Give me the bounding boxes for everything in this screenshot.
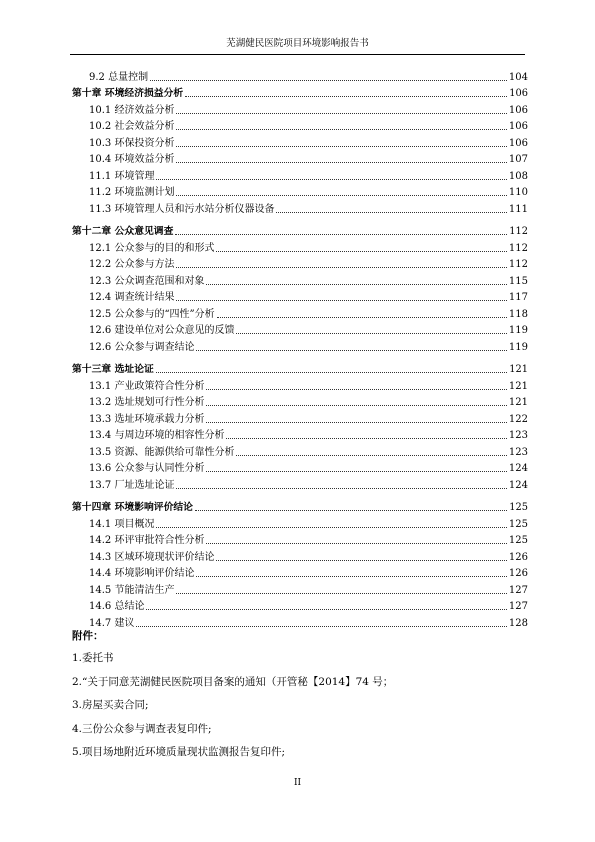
toc-entry-title: 13.2 选址规划可行性分析: [89, 397, 205, 408]
toc-dot-leader: [236, 333, 506, 334]
toc-entry-page: 123: [508, 446, 528, 458]
toc-section-entry[interactable]: [72, 199, 528, 216]
toc-section-entry[interactable]: [72, 271, 528, 288]
toc-entry-page: 107: [508, 154, 528, 165]
toc-section-entry[interactable]: [72, 514, 528, 531]
toc-section-entry[interactable]: [72, 475, 528, 492]
toc-entry-page: 128: [508, 617, 528, 629]
toc-entry-page: 112: [508, 242, 528, 254]
toc-entry-page: 127: [508, 601, 528, 612]
toc-entry-page: 110: [508, 187, 528, 198]
appendix-item: 5.项目场地附近环境质量现状监测报告复印件;: [72, 746, 286, 758]
toc-entry-title: 14.2 环评审批符合性分析: [89, 535, 205, 546]
toc-section-entry[interactable]: [72, 238, 528, 255]
toc-section-entry[interactable]: [72, 166, 528, 183]
toc-section-entry[interactable]: [72, 117, 528, 134]
toc-dot-leader: [217, 317, 507, 318]
toc-entry-title: 12.2 公众参与方法: [89, 259, 175, 270]
toc-entry-title: 13.5 资源、能源供给可靠性分析: [89, 446, 235, 458]
toc-entry-title: 第十三章 选址论证: [72, 364, 154, 375]
toc-section-entry[interactable]: [72, 442, 528, 459]
toc-entry-title: 12.6 建设单位对公众意见的反馈: [89, 325, 235, 336]
appendix-item: 2.“关于同意芜湖健民医院项目备案的通知（开管秘【2014】74 号；: [72, 675, 394, 688]
appendix-section: [72, 625, 528, 765]
toc-entry-title: 13.3 选址环境承载力分析: [89, 413, 205, 425]
toc-section-entry[interactable]: [72, 597, 528, 614]
toc-dot-leader: [156, 179, 506, 180]
toc-section-entry[interactable]: [72, 183, 528, 200]
toc-entry-page: 125: [508, 518, 528, 530]
toc-entry-page: 119: [508, 341, 528, 353]
toc-section-entry[interactable]: [72, 547, 528, 564]
appendix-item: 4.三份公众参与调查表复印件;: [72, 722, 212, 735]
toc-entry-title: 13.7 厂址选址论证: [89, 479, 175, 491]
toc-entry-title: 11.3 环境管理人员和污水站分析仪器设备: [89, 203, 275, 215]
toc-entry-page: 124: [508, 463, 528, 474]
toc-entry-title: 13.6 公众参与认同性分析: [89, 463, 205, 474]
toc-entry-page: 121: [509, 364, 528, 375]
toc-entry-title: 12.6 公众参与调查结论: [89, 341, 195, 353]
toc-dot-leader: [226, 438, 506, 439]
toc-dot-leader: [176, 195, 506, 196]
toc-entry-title: 11.1 环境管理: [89, 170, 155, 182]
toc-entry-page: 104: [508, 71, 528, 83]
toc-section-entry[interactable]: [72, 288, 528, 305]
toc-dot-leader: [216, 560, 506, 561]
toc-dot-leader: [176, 267, 506, 268]
toc-entry-title: 14.5 节能清洁生产: [89, 584, 175, 596]
toc-entry-page: 124: [508, 479, 528, 491]
toc-entry-page: 112: [509, 226, 528, 237]
toc-entry-page: 123: [508, 430, 528, 441]
toc-dot-leader: [206, 543, 506, 544]
toc-entry-page: 119: [508, 325, 528, 336]
toc-entry-title: 13.4 与周边环境的相容性分析: [89, 430, 225, 441]
toc-dot-leader: [176, 593, 506, 594]
toc-dot-leader: [156, 527, 506, 528]
toc-entry-page: 106: [508, 104, 528, 116]
toc-chapter-entry[interactable]: [72, 498, 528, 515]
appendix-title: 附件：: [72, 630, 104, 642]
toc-dot-leader: [176, 129, 506, 130]
toc-entry-title: 10.3 环保投资分析: [89, 137, 175, 149]
toc-dot-leader: [175, 234, 507, 235]
toc-section-entry[interactable]: [72, 67, 528, 84]
toc-entry-page: 127: [508, 584, 528, 596]
toc-entry-title: 14.6 总结论: [89, 601, 145, 612]
toc-section-entry[interactable]: [72, 531, 528, 548]
toc-dot-leader: [146, 609, 506, 610]
toc-chapter-entry[interactable]: [72, 222, 528, 239]
toc-section-entry[interactable]: [72, 409, 528, 426]
toc-entry-title: 10.4 环境效益分析: [89, 154, 175, 165]
toc-entry-page: 112: [508, 259, 528, 270]
toc-entry-title: 11.2 环境监测计划: [89, 187, 175, 198]
table-of-contents: [72, 67, 528, 630]
toc-entry-title: 第十二章 公众意见调查: [72, 226, 174, 237]
header-rule: [70, 54, 525, 55]
toc-dot-leader: [216, 251, 506, 252]
toc-chapter-entry[interactable]: [72, 360, 528, 377]
toc-section-entry[interactable]: [72, 133, 528, 150]
toc-entry-title: 10.2 社会效益分析: [89, 121, 175, 132]
toc-entry-title: 13.1 产业政策符合性分析: [89, 380, 205, 392]
toc-entry-title: 14.1 项目概况: [89, 518, 155, 530]
toc-entry-title: 14.3 区域环境现状评价结论: [89, 551, 215, 563]
toc-dot-leader: [196, 350, 506, 351]
toc-entry-page: 122: [508, 413, 528, 425]
toc-entry-title: 14.4 环境影响评价结论: [89, 568, 195, 579]
toc-entry-title: 9.2 总量控制: [89, 71, 149, 83]
toc-section-entry[interactable]: [72, 580, 528, 597]
toc-dot-leader: [176, 488, 506, 489]
toc-entry-page: 117: [508, 292, 528, 303]
toc-section-entry[interactable]: [72, 459, 528, 476]
toc-dot-leader: [176, 146, 506, 147]
toc-dot-leader: [176, 300, 506, 301]
toc-entry-title: 14.7 建议: [89, 617, 135, 629]
toc-entry-page: 125: [509, 502, 528, 513]
toc-entry-page: 126: [508, 568, 528, 579]
toc-dot-leader: [236, 455, 506, 456]
toc-section-entry[interactable]: [72, 150, 528, 167]
toc-entry-page: 121: [508, 397, 528, 408]
toc-entry-page: 106: [508, 121, 528, 132]
toc-dot-leader: [176, 162, 506, 163]
toc-entry-title: 12.4 调查统计结果: [89, 292, 175, 303]
toc-entry-title: 第十章 环境经济损益分析: [72, 88, 184, 99]
page-number: II: [293, 778, 302, 788]
toc-section-entry[interactable]: [72, 337, 528, 354]
toc-dot-leader: [206, 284, 506, 285]
toc-entry-title: 第十四章 环境影响评价结论: [72, 502, 193, 513]
toc-entry-title: 12.3 公众调查范围和对象: [89, 275, 205, 287]
toc-dot-leader: [185, 96, 507, 97]
toc-dot-leader: [206, 405, 506, 406]
toc-entry-page: 115: [508, 275, 528, 287]
toc-section-entry[interactable]: [72, 426, 528, 443]
toc-dot-leader: [156, 372, 508, 373]
toc-entry-page: 106: [508, 137, 528, 149]
toc-section-entry[interactable]: [72, 321, 528, 338]
toc-section-entry[interactable]: [72, 393, 528, 410]
toc-entry-page: 121: [508, 380, 528, 392]
toc-dot-leader: [196, 576, 506, 577]
toc-entry-title: 12.1 公众参与的目的和形式: [89, 242, 215, 254]
toc-section-entry[interactable]: [72, 100, 528, 117]
toc-section-entry[interactable]: [72, 304, 528, 321]
toc-dot-leader: [206, 422, 506, 423]
running-header: 芜湖健民医院项目环境影响报告书: [226, 38, 369, 49]
toc-entry-page: 108: [508, 170, 528, 182]
toc-dot-leader: [176, 113, 506, 114]
toc-dot-leader: [206, 389, 506, 390]
toc-section-entry[interactable]: [72, 564, 528, 581]
appendix-item: 3.房屋买卖合同;: [72, 699, 149, 711]
toc-dot-leader: [276, 212, 506, 213]
toc-entry-title: 10.1 经济效益分析: [89, 104, 175, 116]
toc-entry-page: 126: [508, 551, 528, 563]
toc-entry-title: 12.5 公众参与的“四性”分析: [89, 308, 215, 320]
toc-entry-page: 111: [508, 203, 528, 215]
toc-dot-leader: [206, 471, 506, 472]
toc-entry-page: 106: [509, 88, 528, 99]
toc-entry-page: 125: [508, 535, 528, 546]
appendix-item: 1.委托书: [72, 652, 114, 664]
toc-section-entry[interactable]: [72, 376, 528, 393]
toc-entry-page: 118: [508, 308, 528, 320]
toc-dot-leader: [195, 510, 507, 511]
toc-chapter-entry[interactable]: [72, 84, 528, 101]
toc-dot-leader: [150, 80, 507, 81]
toc-section-entry[interactable]: [72, 255, 528, 272]
